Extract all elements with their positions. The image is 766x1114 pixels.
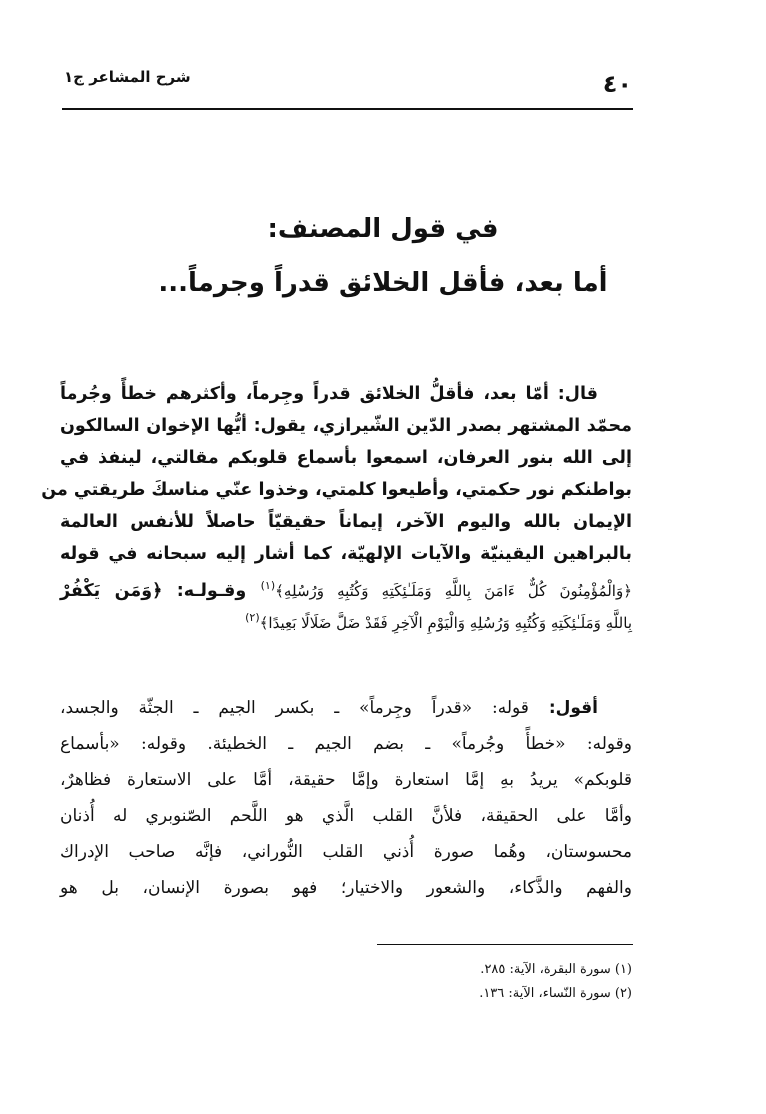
paragraph-2-line-text: قوله: «قدراً وجِرماً» ـ بكسر الجيم ـ الجثّة والجسد،: [60, 698, 529, 718]
paragraph-2-line: والفهم والذَّكاء، والشعور والاختيار؛ فهو بصورة الإنسان، بل هو: [60, 878, 632, 898]
paragraph-1-line: بواطنكم نور حكمتي، وأطيعوا كلمتي، وخذوا عنّي مناسكَ طريقتي من: [41, 480, 632, 500]
paragraph-2-line: وقوله: «خطأً وجُرماً» ـ بضم الجيم ـ الخطيئة. وقوله: «بأسماع: [60, 734, 632, 754]
paragraph-2-line: محسوستان، وهُما صورة أُذني القلب النُّوراني، فإنَّه صاحب الإدراك: [60, 842, 632, 862]
paragraph-1-line: بالبراهين اليقينيّة والآيات الإلهيّة، كما أشار إليه سبحانه في قوله: [60, 544, 632, 564]
footnote-ref-2: (٢): [245, 611, 260, 624]
paragraph-2-lead: أقول:: [548, 698, 598, 718]
section-title-line-2: أما بعد، فأقل الخلائق قدراً وجرماً...: [158, 268, 608, 298]
paragraph-1-line: إلى الله بنور العرفان، اسمعوا بأسماع قلوبكم مقالتي، لينفذ في: [60, 448, 632, 468]
book-title: شرح المشاعر ج١: [64, 68, 191, 86]
footnote-rule: [377, 944, 633, 945]
footnote-1: (١) سورة البقرة، الآية: ٢٨٥.: [480, 962, 632, 977]
paragraph-1-line: محمّد المشتهر بصدر الدّين الشّيرازي، يقول: أيُّها الإخوان السالكون: [60, 416, 632, 436]
paragraph-1-line: الإيمان بالله واليوم الآخر، إيماناً حقيقيّاً حاصلاً للأنفس العالمة: [60, 512, 632, 532]
section-title-line-1: في قول المصنف:: [267, 214, 499, 244]
paragraph-2-line: قلوبكم» يريدُ بهِ إمَّا استعارة وإمَّا حقيقة، أمَّا على الاستعارة فظاهرٌ،: [60, 770, 632, 790]
running-header: [64, 62, 632, 100]
page-number: ٤٠: [602, 70, 632, 98]
footnote-2: (٢) سورة النّساء، الآية: ١٣٦.: [479, 986, 632, 1001]
quran-quote-2: بِاللَّهِ وَمَلَـٰئِكَتِهِ وَكُتُبِهِ وَرُسُلِهِ وَالْيَوْمِ الْآخِرِ فَقَدْ ضَلَّ ضَلَالًا بَعِيدًا﴾: [259, 613, 632, 632]
paragraph-2-line: وأمَّا على الحقيقة، فلأنَّ القلب الَّذي هو اللَّحم الصّنوبري له أُذنان: [60, 806, 632, 826]
quran-quote-1: ﴿وَالْمُؤْمِنُونَ كُلٌّ ءَامَنَ بِاللَّهِ وَمَلَـٰئِكَتِهِ وَكُتُبِهِ وَرُسُلِهِ﴾: [275, 581, 632, 600]
paragraph-1-line: قال: أمّا بعد، فأقلُّ الخلائق قدراً وجِرماً، وأكثرهم خطأً وجُرماً: [60, 384, 598, 404]
quote-connector: وقـولـه: ﴿وَمَن يَكْفُرْ: [60, 580, 247, 601]
quran-quote-line-1: [60, 570, 632, 602]
header-rule: [62, 108, 633, 110]
quran-quote-line-2: [60, 602, 632, 634]
footnotes: [300, 958, 632, 1006]
footnote-ref-1: (١): [260, 579, 276, 592]
paragraph-2-line: [60, 692, 632, 724]
